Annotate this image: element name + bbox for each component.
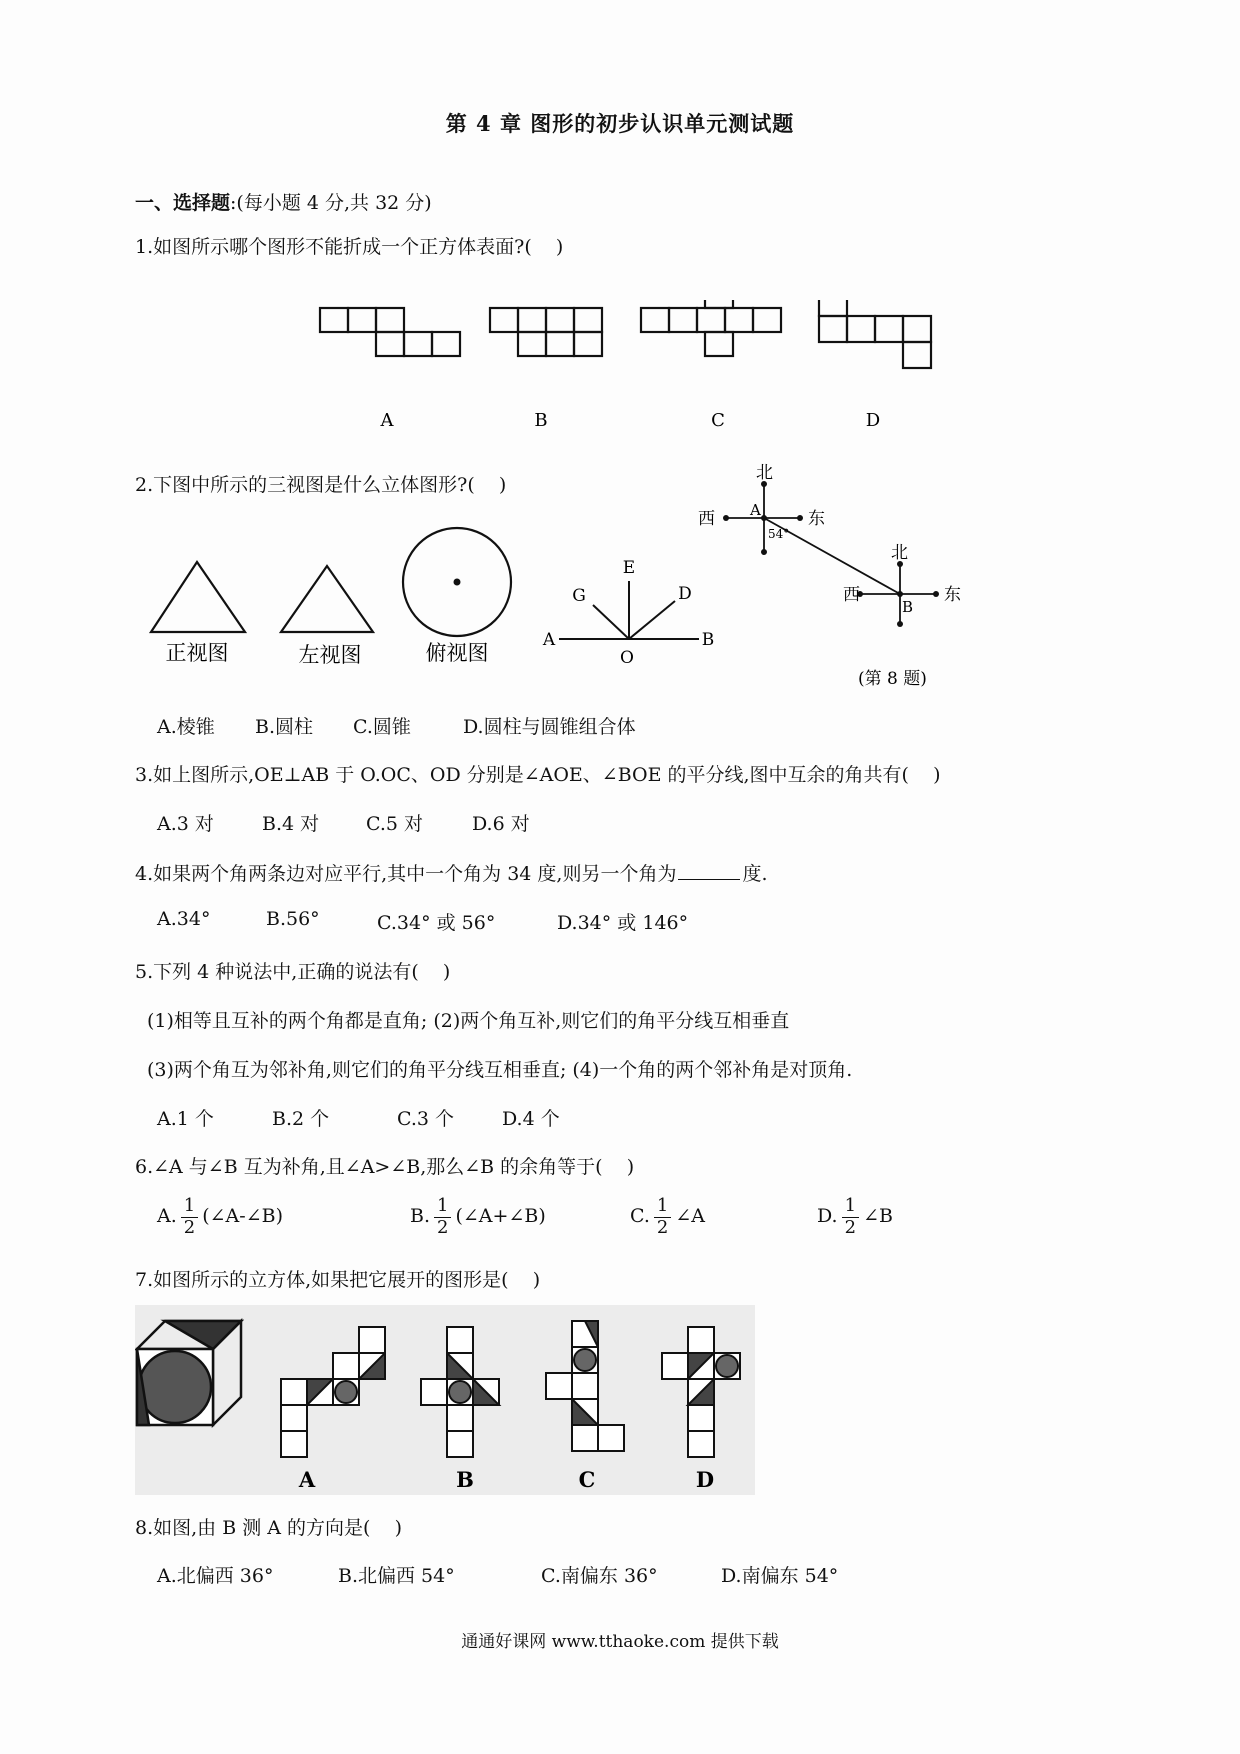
compass-east-b: 东 xyxy=(944,585,961,605)
q5-option-a: A.1 个 xyxy=(157,1108,214,1130)
compass-west-a: 西 xyxy=(698,509,715,529)
compass-figure xyxy=(690,460,990,700)
q6-option-a-letter: A. xyxy=(157,1205,177,1228)
front-view-label: 正视图 xyxy=(165,641,229,665)
net-d-figure xyxy=(819,300,931,368)
section-heading xyxy=(135,188,432,215)
compass-angle: 54° xyxy=(768,527,790,541)
compass-point-b: B xyxy=(902,598,914,616)
net-c-label: C xyxy=(711,410,725,430)
q3-option-c: C.5 对 xyxy=(366,813,424,835)
q2-three-views xyxy=(135,520,555,670)
angle-label-b: B xyxy=(701,630,715,650)
compass-north-a: 北 xyxy=(756,463,773,483)
q2-option-c: C.圆锥 xyxy=(353,716,411,738)
q7-label-c: C xyxy=(578,1467,596,1492)
q6-option-d-expr: ∠B xyxy=(863,1205,893,1228)
page-title: 第 4 章 图形的初步认识单元测试题 xyxy=(445,111,795,136)
q6-option-d-letter: D. xyxy=(817,1205,838,1228)
q6-option-c xyxy=(630,1196,705,1238)
q8-option-b: B.北偏西 54° xyxy=(338,1565,455,1587)
net-a-figure xyxy=(320,308,460,356)
q5-line-1: (1)相等且互补的两个角都是直角; (2)两个角互补,则它们的角平分线互相垂直 xyxy=(147,1010,790,1032)
q3-option-b: B.4 对 xyxy=(262,813,320,835)
angle-label-e: E xyxy=(622,558,636,578)
q7-figure xyxy=(135,1305,755,1495)
q6-option-d xyxy=(817,1196,893,1238)
net-b-figure xyxy=(490,308,602,356)
q5-line-2: (3)两个角互为邻补角,则它们的角平分线互相垂直; (4)一个角的两个邻补角是对顶角. xyxy=(147,1059,853,1081)
q6-option-c-fraction: $\frac{1}{2}$ xyxy=(654,1196,671,1238)
q4-stem-unit: 度. xyxy=(742,863,768,885)
q2-stem: 2.下图中所示的三视图是什么立体图形?( ) xyxy=(135,474,507,496)
net-a-label: A xyxy=(380,410,394,430)
compass-west-b: 西 xyxy=(843,585,860,605)
page-footer: 通通好课网 www.tthaoke.com 提供下载 xyxy=(461,1632,779,1652)
angle-label-d: D xyxy=(678,584,692,604)
compass-east-a: 东 xyxy=(808,509,825,529)
q4-blank xyxy=(678,878,740,880)
q6-option-b-letter: B. xyxy=(410,1205,431,1228)
q6-option-b xyxy=(410,1196,546,1238)
side-view-label: 左视图 xyxy=(298,643,362,667)
q6-option-a-expr: (∠A-∠B) xyxy=(202,1205,283,1228)
angle-label-o: O xyxy=(620,648,634,668)
q1-cube-nets xyxy=(300,300,960,430)
q7-label-d: D xyxy=(695,1467,715,1492)
q2-option-a: A.棱锥 xyxy=(157,716,215,738)
q7-label-b: B xyxy=(456,1467,474,1492)
q4-stem xyxy=(135,859,768,886)
q4-stem-text: 4.如果两个角两条边对应平行,其中一个角为 34 度,则另一个角为 xyxy=(135,863,677,885)
q6-option-d-fraction: $\frac{1}{2}$ xyxy=(842,1196,859,1238)
angle-label-a: A xyxy=(542,630,556,650)
q5-stem: 5.下列 4 种说法中,正确的说法有( ) xyxy=(135,961,451,983)
q5-option-b: B.2 个 xyxy=(272,1108,330,1130)
q2-option-d: D.圆柱与圆锥组合体 xyxy=(463,716,636,738)
section-title: 一、选择题 xyxy=(135,192,231,214)
top-view-label: 俯视图 xyxy=(425,641,489,665)
q5-option-c: C.3 个 xyxy=(397,1108,455,1130)
q6-option-a-fraction: $\frac{1}{2}$ xyxy=(181,1196,198,1238)
q8-stem: 8.如图,由 B 测 A 的方向是( ) xyxy=(135,1517,402,1539)
q4-option-b: B.56° xyxy=(266,908,320,930)
q3-option-a: A.3 对 xyxy=(157,813,214,835)
q8-option-a: A.北偏西 36° xyxy=(157,1565,274,1587)
compass-caption: (第 8 题) xyxy=(858,669,927,689)
section-note: :(每小题 4 分,共 32 分) xyxy=(230,192,432,214)
side-view-triangle xyxy=(281,566,373,632)
net-d-label: D xyxy=(865,410,881,430)
q4-option-c: C.34° 或 56° xyxy=(377,912,496,934)
q6-stem: 6.∠A 与∠B 互为补角,且∠A>∠B,那么∠B 的余角等于( ) xyxy=(135,1156,635,1178)
q7-label-a: A xyxy=(298,1467,316,1492)
q7-stem: 7.如图所示的立方体,如果把它展开的图形是( ) xyxy=(135,1269,541,1291)
q8-option-c: C.南偏东 36° xyxy=(541,1565,658,1587)
q6-option-b-expr: (∠A+∠B) xyxy=(455,1205,546,1228)
q1-stem: 1.如图所示哪个图形不能折成一个正方体表面?( ) xyxy=(135,236,564,258)
net-c-figure xyxy=(641,300,781,356)
top-view-center-dot xyxy=(454,579,461,586)
front-view-triangle xyxy=(151,562,245,632)
q3-option-d: D.6 对 xyxy=(472,813,530,835)
net-b-label: B xyxy=(534,410,548,430)
q3-stem: 3.如上图所示,OE⊥AB 于 O.OC、OD 分别是∠AOE、∠BOE 的平分线,图中互余的角共有( ) xyxy=(135,764,941,786)
q2-option-b: B.圆柱 xyxy=(255,716,314,738)
q4-option-a: A.34° xyxy=(157,908,211,930)
q6-option-a xyxy=(157,1196,283,1238)
q6-option-c-letter: C. xyxy=(630,1205,650,1228)
angle-label-g: G xyxy=(572,586,586,606)
compass-point-a: A xyxy=(750,501,761,519)
q6-option-c-expr: ∠A xyxy=(675,1205,706,1228)
q6-option-b-fraction: $\frac{1}{2}$ xyxy=(434,1196,451,1238)
q5-option-d: D.4 个 xyxy=(502,1108,560,1130)
q8-option-d: D.南偏东 54° xyxy=(721,1565,839,1587)
q4-option-d: D.34° 或 146° xyxy=(557,912,689,934)
compass-north-b: 北 xyxy=(891,543,908,563)
